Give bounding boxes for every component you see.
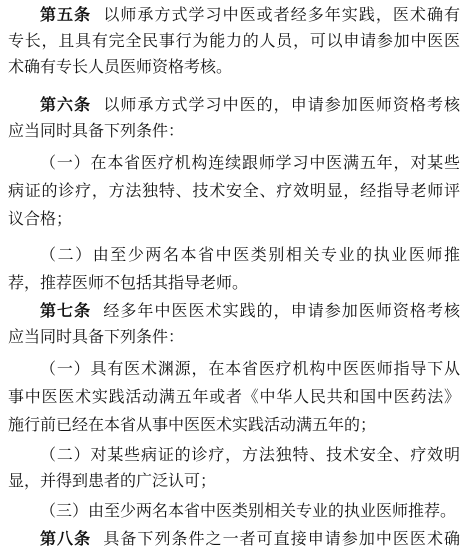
article-7-item-1-line-3: 施行前已经在本省从事中医医术实践活动满五年的； [8, 415, 377, 434]
article-7-line-1 [40, 298, 460, 324]
article-5-text: 以师承方式学习中医或者经多年实践，医术确有 [103, 5, 460, 24]
article-6-line-1 [40, 92, 460, 118]
article-8-heading: 第八条 [40, 529, 92, 548]
article-5-line-1 [40, 2, 460, 28]
article-7-item-2-line-2: 显，并得到患者的广泛认可； [8, 471, 217, 490]
article-8-line-1 [40, 526, 460, 552]
article-6-item-1-line-3: 议合格； [8, 209, 73, 228]
article-6-item-2-line-1: （二）由至少两名本省中医类别相关专业的执业医师推 [40, 245, 460, 264]
article-7-heading: 第七条 [40, 301, 92, 320]
article-5-heading: 第五条 [40, 5, 92, 24]
article-6-item-1-line-1: （一）在本省医疗机构连续跟师学习中医满五年，对某些 [40, 153, 460, 172]
article-7-text: 经多年中医医术实践的，申请参加医师资格考核 [103, 301, 460, 320]
article-6-text: 以师承方式学习中医的，申请参加医师资格考核 [103, 95, 460, 114]
article-7-item-2-line-1: （二）对某些病证的诊疗，方法独特、技术安全、疗效明 [40, 445, 460, 464]
article-6-item-1-line-2: 病证的诊疗，方法独特、技术安全、疗效明显，经指导老师评 [8, 181, 460, 200]
article-7-item-1-line-2: 事中医医术实践活动满五年或者《中华人民共和国中医药法》 [8, 387, 460, 406]
article-7-item-3-line-1: （三）由至少两名本省中医类别相关专业的执业医师推荐。 [40, 501, 457, 520]
article-6-line-2: 应当同时具备下列条件： [8, 121, 185, 140]
article-7-item-1-line-1: （一）具有医术渊源，在本省医疗机构中医医师指导下从 [40, 359, 460, 378]
article-6-heading: 第六条 [40, 95, 92, 114]
article-6-item-2-line-2: 荐，推荐医师不包括其指导老师。 [8, 273, 249, 292]
article-5-line-2: 专长，且具有完全民事行为能力的人员，可以申请参加中医医 [8, 31, 460, 50]
article-5-line-3: 术确有专长人员医师资格考核。 [8, 57, 233, 76]
article-7-line-2: 应当同时具备下列条件： [8, 327, 185, 346]
article-8-text: 具备下列条件之一者可直接申请参加中医医术确 [103, 529, 460, 548]
